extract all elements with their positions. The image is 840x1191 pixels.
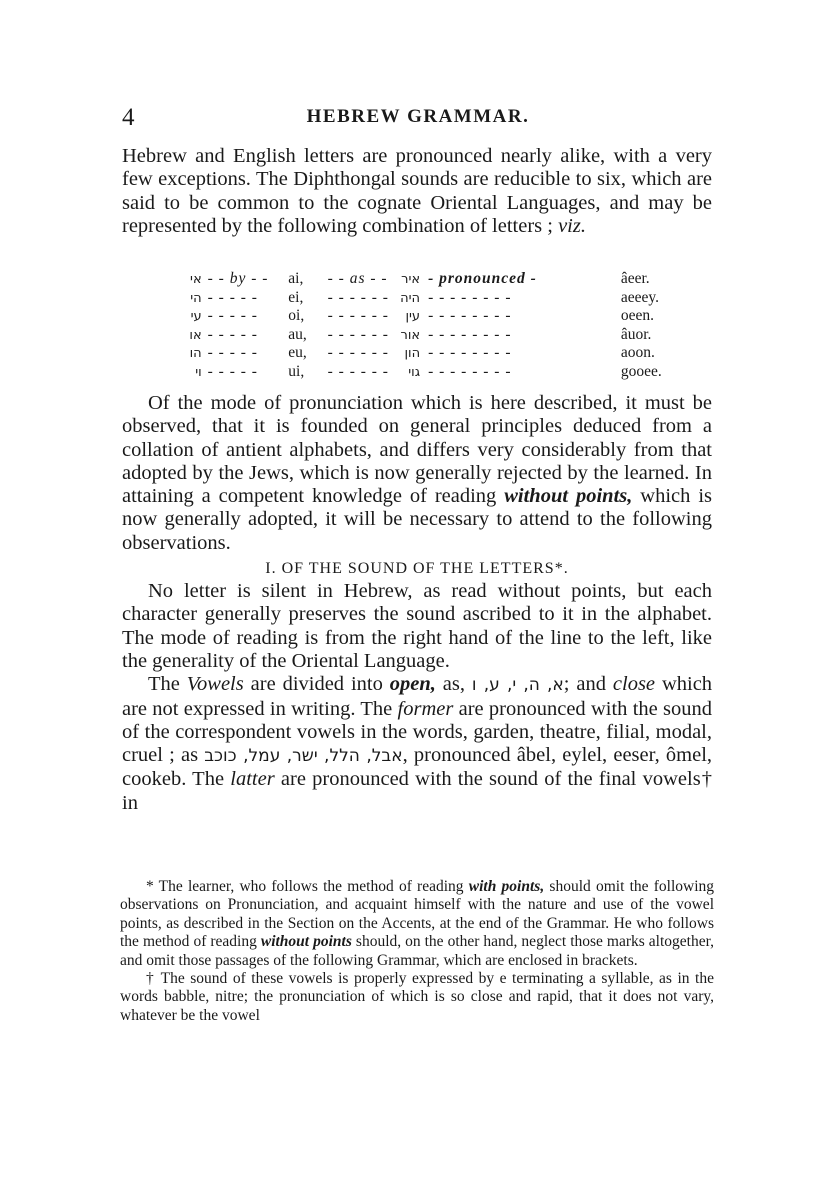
- diphthong-hebrew: אי: [190, 272, 202, 287]
- dash-leader: - - - - - -: [327, 362, 389, 380]
- dash-leader: - - - - - -: [327, 288, 389, 306]
- pronunciation-paragraph: Of the mode of pronunciation which is here described, it must be observed, that it is founded on general principles deduced from a collation of antient alphabets, and differs very considerably from that adopted by the Jews, which is now generally rejected by the learned. In attaining a competent knowledge of reading without points, which is now generally adopted, it will be necessary to attend to the following observations.: [122, 392, 712, 554]
- diphthong-hebrew: עי: [190, 309, 202, 325]
- footnotes: [120, 878, 714, 1025]
- diphthong-sound: ui,: [288, 362, 305, 380]
- running-head: HEBREW GRAMMAR.: [306, 106, 530, 127]
- vowels-paragraph: The Vowels are divided into open, as, א, ה, י, ע, ו; and close which are not expressed in writing. The former are pronounced with the sound of the correspondent vowels in the words, garden, theatre, filial, modal, cruel ; as אבל, הלל, ישר, עמל, כוכב, pronounced âbel, eylel, eeser, ômel, cookeb. The latter are pronounced with the sound of the final vowels† in: [122, 673, 713, 814]
- diphthong-sound: eu,: [288, 344, 307, 362]
- pronunciation: aoon.: [620, 344, 655, 362]
- dash-leader: - - - - - -: [327, 344, 389, 362]
- open-vowel-letters: א, ה, י, ע, ו: [471, 675, 564, 696]
- footnote-asterisk: * The learner, who follows the method of reading with points, should omit the following observations on Pronunciation, and acquaint himself with the nature and use of the vowel points, as described in the Section on the Accents, at the end of the Grammar. He who follows the method of reading without points should, on the other hand, neglect those marks altogether, and omit those passages of the following Grammar, which are enclosed in brackets.: [120, 878, 715, 969]
- dash-leader: - - - - - - - -: [428, 288, 512, 306]
- diphthong-sound: ei,: [288, 288, 304, 306]
- by-label: - - by - -: [207, 270, 269, 287]
- pronunciation: gooee.: [620, 362, 662, 380]
- open-term: open,: [389, 673, 436, 696]
- table-row: [180, 307, 670, 326]
- without-points-emphasis: without points,: [504, 485, 633, 508]
- page-header: [118, 104, 718, 136]
- example-word: איר: [401, 272, 421, 287]
- close-term: close: [612, 673, 656, 696]
- example-word: אור: [400, 327, 421, 343]
- example-word: היה: [400, 290, 421, 306]
- latter-term: latter: [230, 768, 275, 791]
- vowels-term: Vowels: [186, 673, 244, 696]
- table-row: [180, 270, 670, 289]
- letters-paragraph: No letter is silent in Hebrew, as read without points, but each character generally preserves the sound ascribed to it in the alphabet. The mode of reading is from the right hand of the line to the left, like the generality of the Oriental Language.: [122, 580, 712, 672]
- diphthong-table: [180, 270, 670, 382]
- dash-leader: - - - - -: [207, 362, 258, 380]
- page-number: 4: [122, 104, 135, 131]
- dash-leader: - - - - - - - -: [428, 307, 512, 325]
- dash-leader: - - - - - - - -: [428, 362, 512, 380]
- section-heading: I. OF THE SOUND OF THE LETTERS*.: [265, 560, 569, 578]
- dash-leader: - - - - - -: [327, 325, 389, 343]
- diphthong-hebrew: או: [189, 327, 202, 343]
- dash-leader: - - - - -: [207, 288, 258, 306]
- main-text: [122, 392, 712, 815]
- dash-leader: - - - - - - - -: [428, 325, 512, 343]
- viz-word: viz.: [558, 214, 586, 237]
- example-word: גוי: [408, 364, 421, 380]
- pronunciation: âuor.: [620, 325, 652, 343]
- dash-leader: - - - - -: [207, 307, 258, 325]
- footnote-dagger: † The sound of these vowels is properly expressed by e terminating a syllable, as in the words babble, nitre; the pronunciation of which is so close and rapid, that it does not vary, whatever be the vowel: [120, 970, 714, 1024]
- diphthong-sound: ai,: [288, 270, 304, 287]
- diphthong-hebrew: וי: [195, 364, 202, 380]
- diphthong-hebrew: הי: [190, 290, 202, 306]
- dash-leader: - - - - -: [207, 344, 258, 362]
- example-word: הון: [404, 346, 421, 362]
- table-row: [180, 344, 670, 363]
- dash-leader: - - - - - - - -: [428, 344, 512, 362]
- dash-leader: - - - - - -: [327, 307, 389, 325]
- pronunciation: oeen.: [620, 307, 654, 325]
- hebrew-example-words: אבל, הלל, ישר, עמל, כוכב: [204, 746, 403, 767]
- intro-text: Hebrew and English letters are pronounced nearly alike, with a very few exceptions. The Diphthongal sounds are reducible to six, which are said to be common to the cognate Oriental Languages, and may be represented by the following combination of letters ;: [122, 145, 712, 237]
- pronunciation: âeer.: [620, 270, 650, 287]
- diphthong-sound: oi,: [288, 307, 305, 325]
- table-row: [180, 326, 670, 345]
- pronounced-label: - pronounced -: [428, 270, 537, 287]
- dash-leader: - - - - -: [207, 325, 258, 343]
- diphthong-sound: au,: [288, 325, 307, 343]
- former-term: former: [397, 697, 454, 720]
- table-row: [180, 363, 670, 382]
- example-word: עין: [405, 309, 421, 325]
- table-row: [180, 289, 670, 308]
- diphthong-hebrew: הו: [189, 346, 202, 362]
- as-label: - - as - -: [327, 270, 388, 287]
- intro-paragraph: [122, 145, 712, 238]
- pronunciation: aeeey.: [620, 288, 659, 306]
